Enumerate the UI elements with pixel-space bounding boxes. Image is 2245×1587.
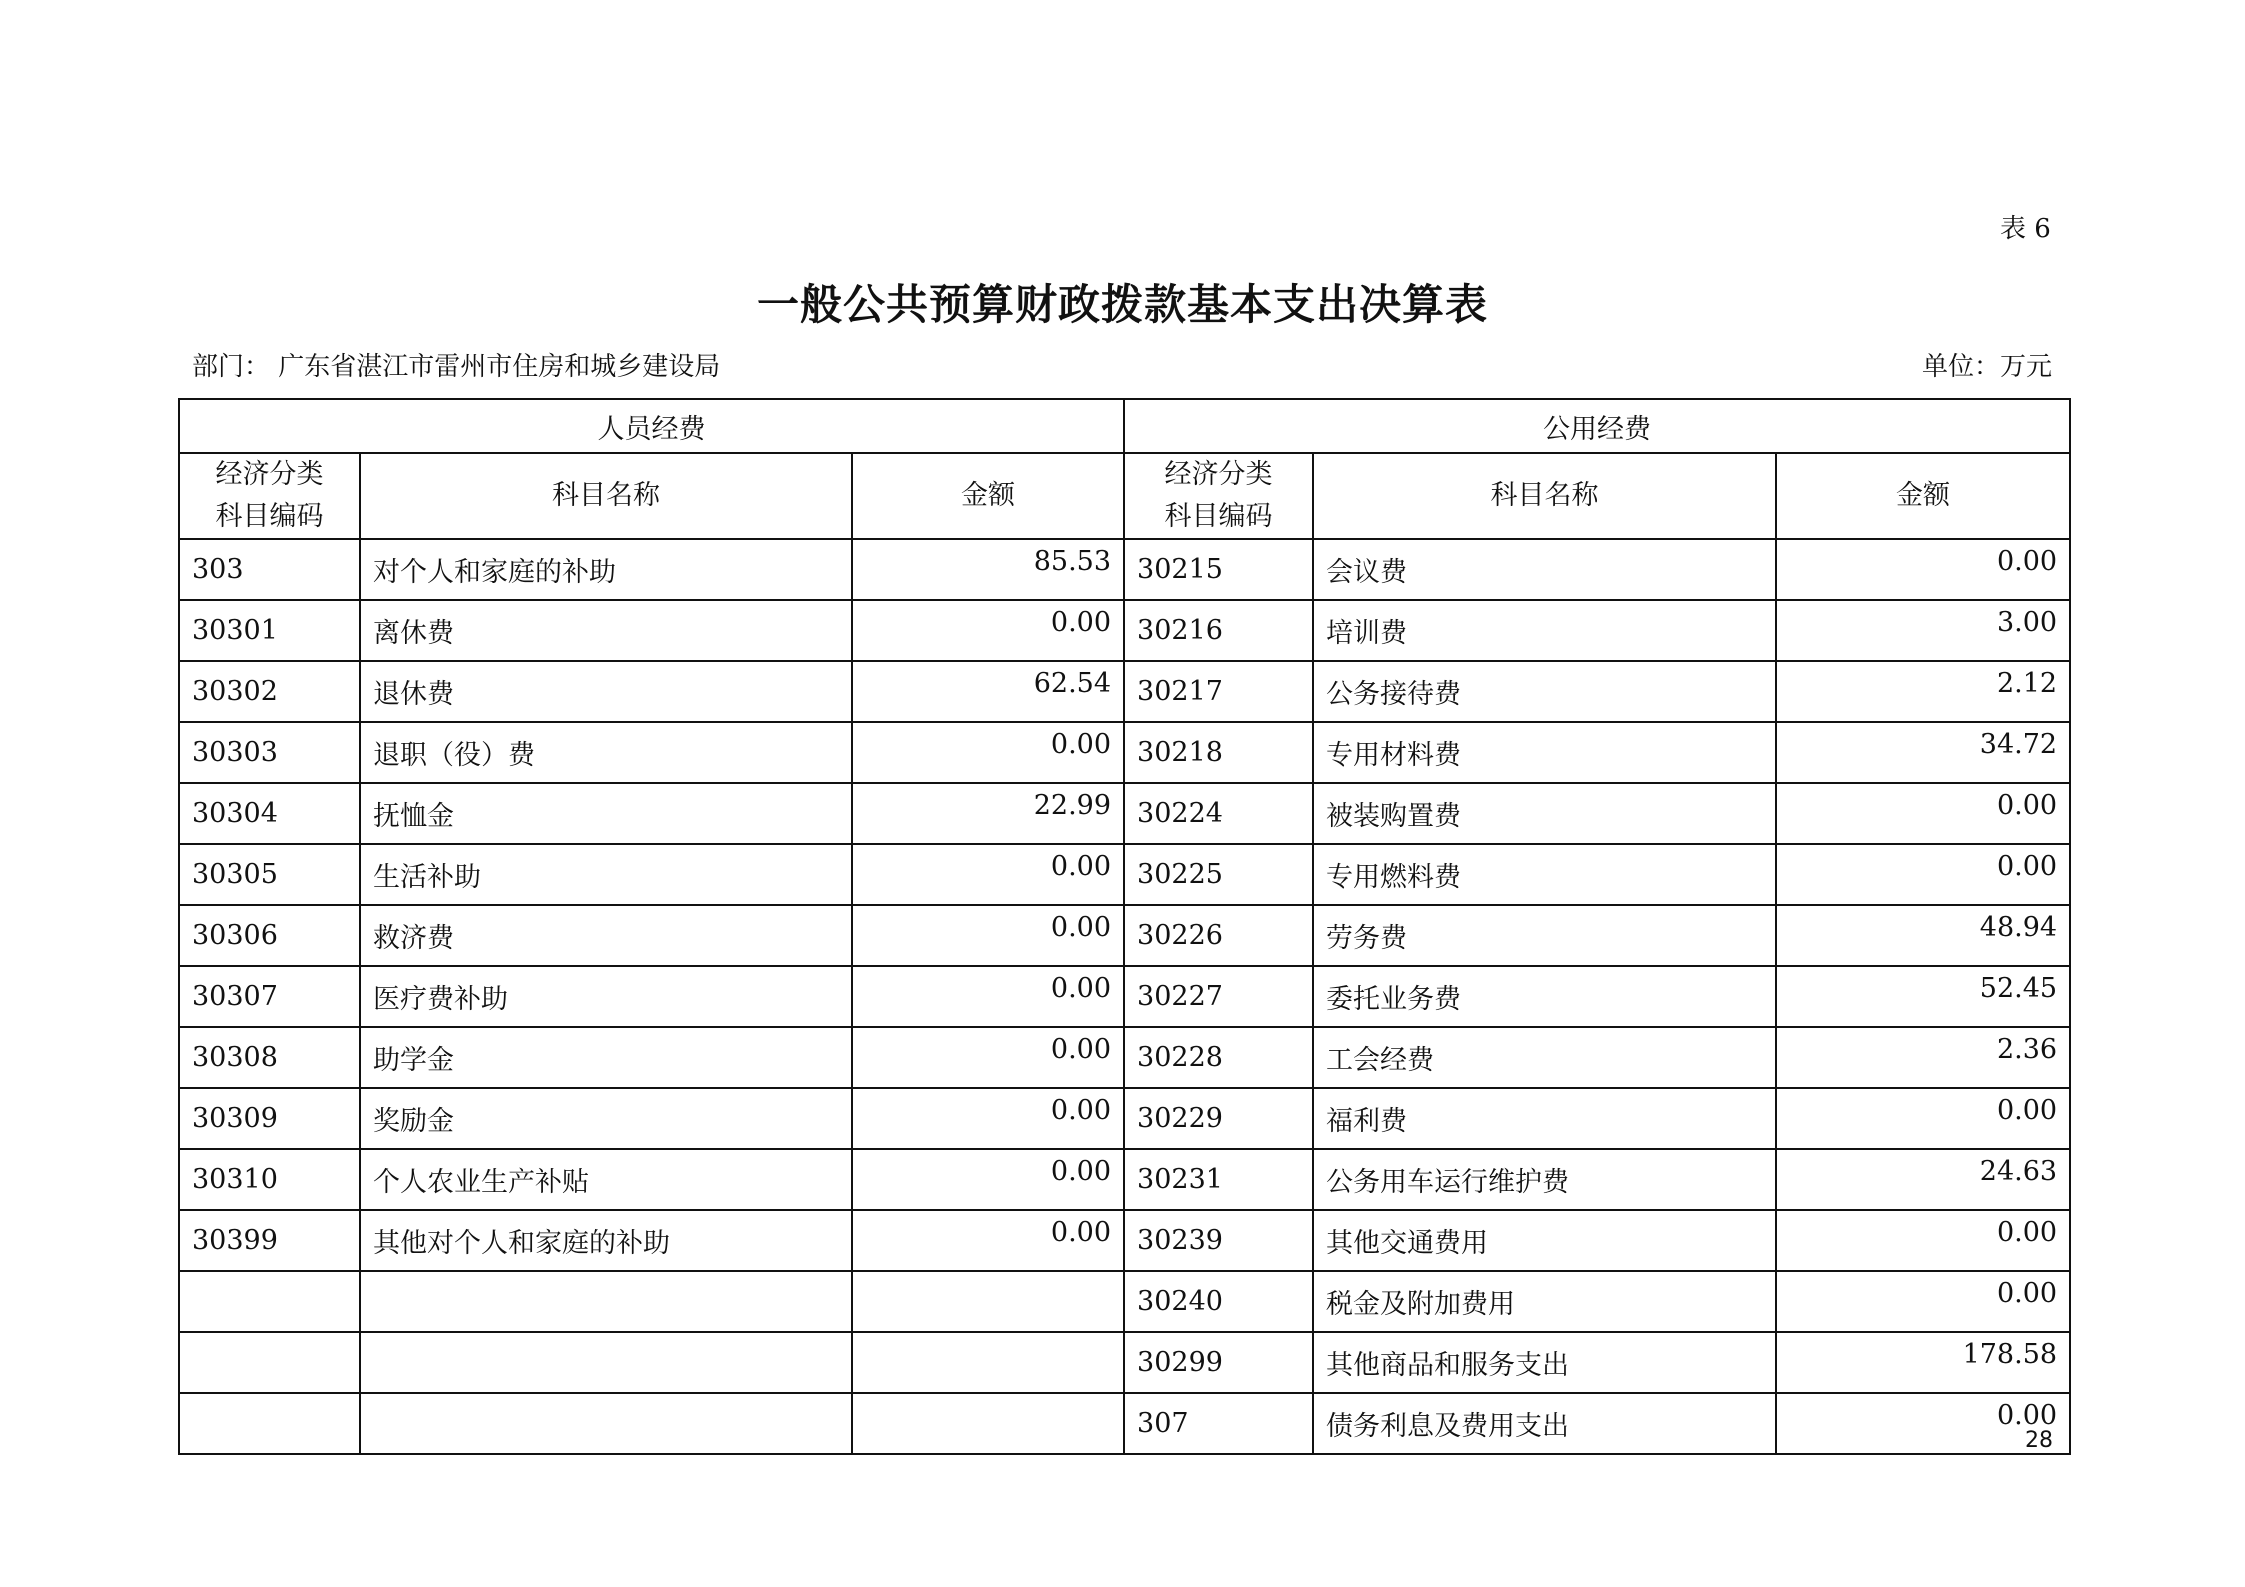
personnel-name: 退职（役）费	[360, 722, 852, 783]
public-amount: 0.00	[1776, 1088, 2070, 1149]
page-title: 一般公共预算财政拨款基本支出决算表	[756, 280, 1488, 329]
table-row	[179, 905, 2070, 966]
personnel-code: 30305	[179, 844, 360, 905]
public-code: 30215	[1124, 539, 1313, 600]
public-name: 被装购置费	[1313, 783, 1776, 844]
public-name: 公务用车运行维护费	[1313, 1149, 1776, 1210]
public-name: 工会经费	[1313, 1027, 1776, 1088]
personnel-name: 奖励金	[360, 1088, 852, 1149]
public-name: 劳务费	[1313, 905, 1776, 966]
table-row	[179, 783, 2070, 844]
public-name: 专用燃料费	[1313, 844, 1776, 905]
table-row	[179, 966, 2070, 1027]
public-amount: 24.63	[1776, 1149, 2070, 1210]
personnel-code: 30310	[179, 1149, 360, 1210]
personnel-amount: 0.00	[852, 905, 1124, 966]
public-code: 30231	[1124, 1149, 1313, 1210]
public-amount: 178.58	[1776, 1332, 2070, 1393]
personnel-amount: 0.00	[852, 1088, 1124, 1149]
public-amount: 2.36	[1776, 1027, 2070, 1088]
personnel-name	[360, 1271, 852, 1332]
personnel-name: 医疗费补助	[360, 966, 852, 1027]
table-row	[179, 1271, 2070, 1332]
public-amount: 3.00	[1776, 600, 2070, 661]
public-amount: 34.72	[1776, 722, 2070, 783]
personnel-code: 30302	[179, 661, 360, 722]
public-amount: 48.94	[1776, 905, 2070, 966]
personnel-name: 其他对个人和家庭的补助	[360, 1210, 852, 1271]
personnel-amount: 0.00	[852, 844, 1124, 905]
personnel-name: 助学金	[360, 1027, 852, 1088]
personnel-name: 对个人和家庭的补助	[360, 539, 852, 600]
personnel-code: 30304	[179, 783, 360, 844]
personnel-code: 30301	[179, 600, 360, 661]
personnel-name: 生活补助	[360, 844, 852, 905]
header-amount: 金额	[1776, 453, 2070, 539]
header-code-line2: 科目编码	[215, 501, 324, 532]
table-row	[179, 661, 2070, 722]
public-name: 专用材料费	[1313, 722, 1776, 783]
public-amount: 0.00	[1776, 844, 2070, 905]
personnel-name: 个人农业生产补贴	[360, 1149, 852, 1210]
public-code: 30228	[1124, 1027, 1313, 1088]
personnel-amount: 0.00	[852, 722, 1124, 783]
unit-label: 单位：万元	[1921, 352, 2052, 382]
public-code: 30299	[1124, 1332, 1313, 1393]
personnel-name: 退休费	[360, 661, 852, 722]
header-code	[179, 453, 360, 539]
public-amount: 2.12	[1776, 661, 2070, 722]
table-row	[179, 1332, 2070, 1393]
public-code: 30239	[1124, 1210, 1313, 1271]
header-code-line2: 科目编码	[1164, 501, 1273, 532]
public-code: 30218	[1124, 722, 1313, 783]
public-name: 税金及附加费用	[1313, 1271, 1776, 1332]
public-name: 培训费	[1313, 600, 1776, 661]
personnel-code: 30309	[179, 1088, 360, 1149]
public-amount: 0.00	[1776, 1210, 2070, 1271]
personnel-code: 30306	[179, 905, 360, 966]
header-code-line1: 经济分类	[215, 459, 324, 490]
personnel-amount: 62.54	[852, 661, 1124, 722]
public-name: 其他交通费用	[1313, 1210, 1776, 1271]
public-name: 会议费	[1313, 539, 1776, 600]
public-code: 30224	[1124, 783, 1313, 844]
table-row	[179, 1393, 2070, 1454]
personnel-code	[179, 1271, 360, 1332]
table-row	[179, 722, 2070, 783]
personnel-code: 303	[179, 539, 360, 600]
public-code: 30217	[1124, 661, 1313, 722]
personnel-amount: 22.99	[852, 783, 1124, 844]
public-name: 其他商品和服务支出	[1313, 1332, 1776, 1393]
personnel-name: 抚恤金	[360, 783, 852, 844]
budget-table	[178, 398, 2071, 1455]
personnel-amount: 0.00	[852, 966, 1124, 1027]
public-name: 委托业务费	[1313, 966, 1776, 1027]
table-row	[179, 1149, 2070, 1210]
public-name: 债务利息及费用支出	[1313, 1393, 1776, 1454]
personnel-code: 30308	[179, 1027, 360, 1088]
personnel-code	[179, 1332, 360, 1393]
public-amount: 0.00	[1776, 539, 2070, 600]
table-row	[179, 1210, 2070, 1271]
personnel-name: 离休费	[360, 600, 852, 661]
personnel-amount	[852, 1271, 1124, 1332]
header-amount: 金额	[852, 453, 1124, 539]
personnel-name: 救济费	[360, 905, 852, 966]
personnel-amount: 85.53	[852, 539, 1124, 600]
table-number: 表 6	[2000, 214, 2051, 244]
department-label: 部门： 广东省湛江市雷州市住房和城乡建设局	[192, 352, 721, 382]
public-amount: 0.00	[1776, 783, 2070, 844]
header-code	[1124, 453, 1313, 539]
personnel-amount	[852, 1393, 1124, 1454]
public-code: 30229	[1124, 1088, 1313, 1149]
column-header-row	[179, 453, 2070, 539]
public-code: 30216	[1124, 600, 1313, 661]
personnel-amount: 0.00	[852, 1027, 1124, 1088]
personnel-amount: 0.00	[852, 600, 1124, 661]
header-code-line1: 经济分类	[1164, 459, 1273, 490]
personnel-name	[360, 1393, 852, 1454]
public-amount: 0.00	[1776, 1393, 2070, 1454]
public-code: 30240	[1124, 1271, 1313, 1332]
public-name: 福利费	[1313, 1088, 1776, 1149]
personnel-name	[360, 1332, 852, 1393]
group-header-personnel: 人员经费	[179, 399, 1124, 453]
public-code: 30225	[1124, 844, 1313, 905]
header-name: 科目名称	[360, 453, 852, 539]
table-row	[179, 844, 2070, 905]
personnel-amount: 0.00	[852, 1149, 1124, 1210]
personnel-code: 30307	[179, 966, 360, 1027]
public-amount: 0.00	[1776, 1271, 2070, 1332]
personnel-code: 30399	[179, 1210, 360, 1271]
table-row	[179, 1027, 2070, 1088]
table-row	[179, 1088, 2070, 1149]
group-header-row	[179, 399, 2070, 453]
table-row	[179, 600, 2070, 661]
public-code: 30226	[1124, 905, 1313, 966]
group-header-public: 公用经费	[1124, 399, 2070, 453]
personnel-code: 30303	[179, 722, 360, 783]
public-name: 公务接待费	[1313, 661, 1776, 722]
table-row	[179, 539, 2070, 600]
personnel-code	[179, 1393, 360, 1454]
personnel-amount: 0.00	[852, 1210, 1124, 1271]
public-code: 307	[1124, 1393, 1313, 1454]
page-number: 28	[2025, 1428, 2053, 1453]
personnel-amount	[852, 1332, 1124, 1393]
public-code: 30227	[1124, 966, 1313, 1027]
public-amount: 52.45	[1776, 966, 2070, 1027]
header-name: 科目名称	[1313, 453, 1776, 539]
